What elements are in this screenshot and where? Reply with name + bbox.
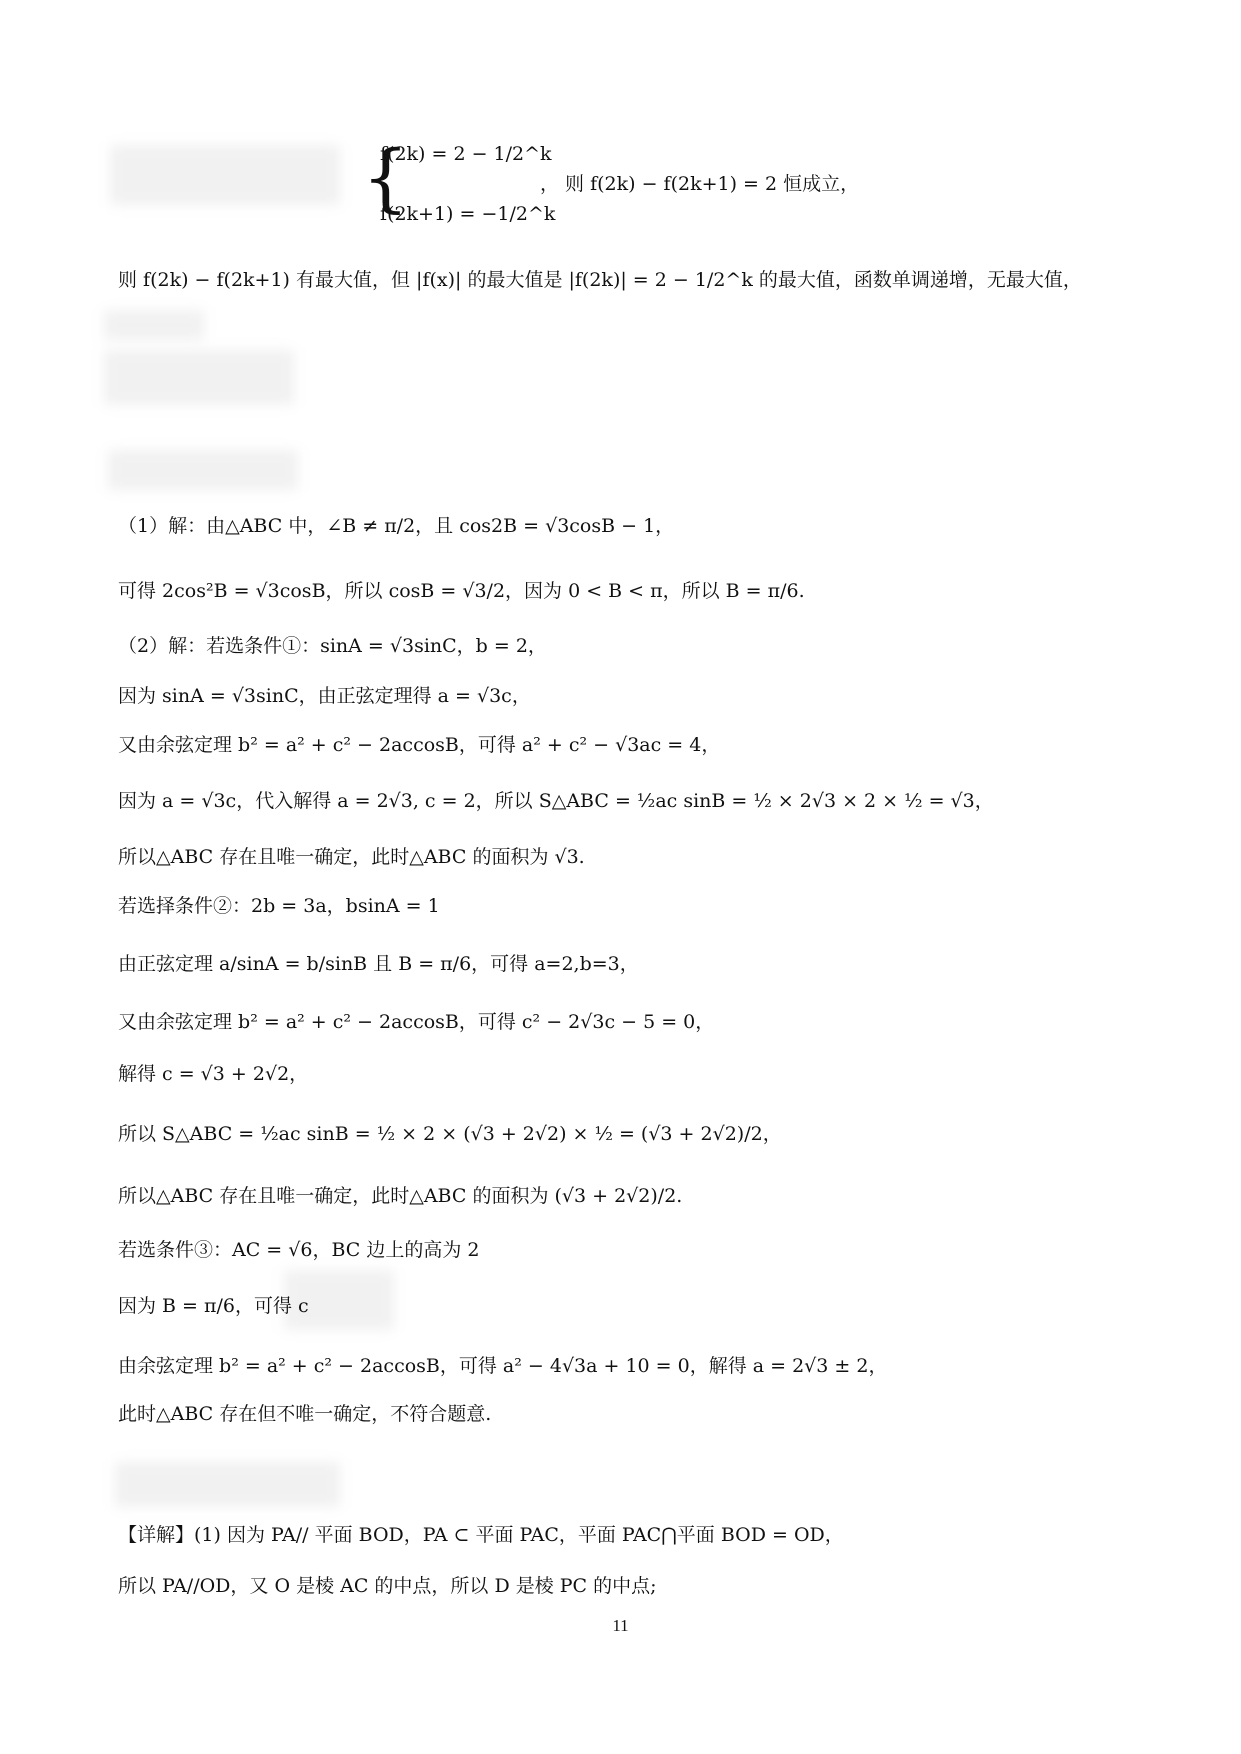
blurred-region: [104, 350, 294, 405]
condition-2-line-2: 又由余弦定理 b² = a² + c² − 2accosB，可得 c² − 2√3c − 5 = 0，: [118, 1011, 715, 1033]
blurred-region: [108, 450, 298, 490]
condition-3-title: 若选条件③：AC = √6，BC 边上的高为 2: [118, 1239, 480, 1261]
part1-line-1: （1）解：由△ABC 中，∠B ≠ π/2，且 cos2B = √3cosB − 1，: [118, 515, 675, 537]
blurred-region: [115, 1462, 340, 1507]
piecewise-row-1: f(2k) = 2 − 1/2^k: [380, 143, 552, 165]
piecewise-brace: {: [362, 135, 410, 221]
piecewise-row-2: f(2k+1) = −1/2^k: [380, 203, 556, 225]
max-value-line: 则 f(2k) − f(2k+1) 有最大值，但 |f(x)| 的最大值是 |f(2k)| = 2 − 1/2^k 的最大值，函数单调递增，无最大值，: [118, 269, 1082, 291]
condition-1-title: （2）解：若选条件①：sinA = √3sinC，b = 2，: [118, 635, 547, 657]
condition-2-line-5: 所以△ABC 存在且唯一确定，此时△ABC 的面积为 (√3 + 2√2)/2.: [118, 1185, 683, 1207]
part1-line-2: 可得 2cos²B = √3cosB，所以 cosB = √3/2，因为 0 < B < π，所以 B = π/6.: [118, 580, 805, 602]
condition-1-line-4: 所以△ABC 存在且唯一确定，此时△ABC 的面积为 √3.: [118, 846, 585, 868]
condition-3-line-3: 此时△ABC 存在但不唯一确定，不符合题意.: [118, 1403, 492, 1425]
condition-2-line-3: 解得 c = √3 + 2√2，: [118, 1063, 309, 1085]
condition-1-line-1: 因为 sinA = √3sinC，由正弦定理得 a = √3c，: [118, 685, 531, 707]
detail-line-2: 所以 PA//OD，又 O 是棱 AC 的中点，所以 D 是棱 PC 的中点;: [118, 1575, 657, 1597]
condition-1-line-3: 因为 a = √3c，代入解得 a = 2√3, c = 2，所以 S△ABC = ½ac sinB = ½ × 2√3 × 2 × ½ = √3，: [118, 790, 994, 812]
blurred-region: [110, 145, 340, 205]
condition-3-line-1: 因为 B = π/6，可得 c: [118, 1295, 309, 1317]
detail-line-1: 【详解】(1) 因为 PA// 平面 BOD，PA ⊂ 平面 PAC，平面 PAC⋂平面 BOD = OD，: [118, 1524, 844, 1546]
condition-1-line-2: 又由余弦定理 b² = a² + c² − 2accosB，可得 a² + c² − √3ac = 4，: [118, 734, 721, 756]
piecewise-conclusion: ， 则 f(2k) − f(2k+1) = 2 恒成立，: [540, 173, 860, 195]
blurred-region: [104, 310, 204, 340]
condition-2-line-1: 由正弦定理 a/sinA = b/sinB 且 B = π/6，可得 a=2,b=3，: [118, 953, 639, 975]
page-number: 11: [612, 1616, 629, 1635]
condition-3-line-2: 由余弦定理 b² = a² + c² − 2accosB，可得 a² − 4√3a + 10 = 0，解得 a = 2√3 ± 2，: [118, 1355, 888, 1377]
condition-2-title: 若选择条件②：2b = 3a，bsinA = 1: [118, 895, 440, 917]
condition-2-line-4: 所以 S△ABC = ½ac sinB = ½ × 2 × (√3 + 2√2) × ½ = (√3 + 2√2)/2，: [118, 1123, 782, 1145]
